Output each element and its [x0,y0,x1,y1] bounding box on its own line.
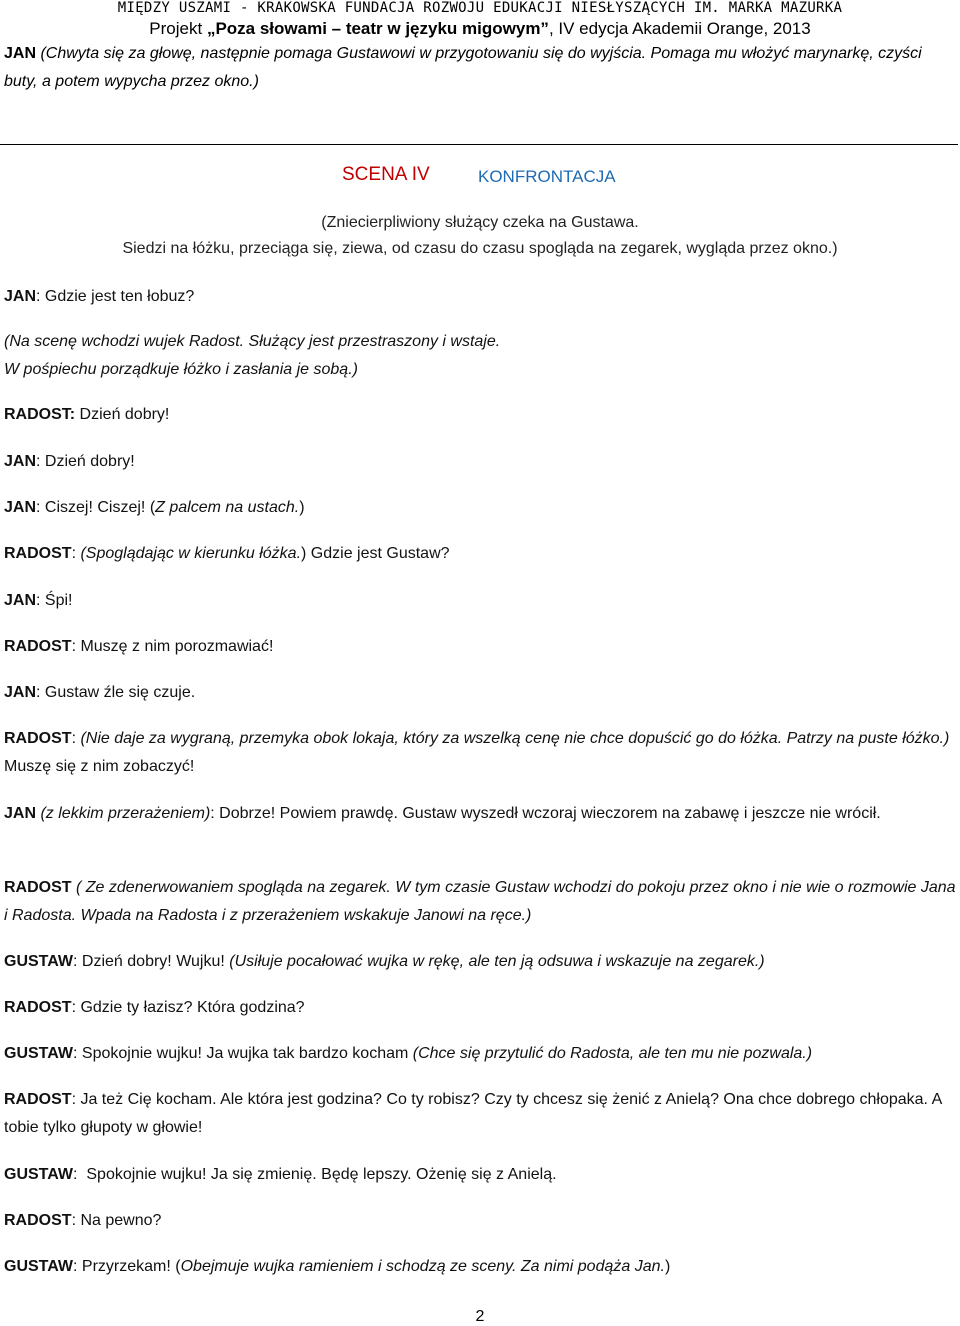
line-text: : [71,545,81,562]
line-text: : Gdzie jest ten łobuz? [36,288,195,305]
scene-label: SCENA IV [342,164,430,185]
scene-title: KONFRONTACJA [478,167,616,186]
speaker-label: JAN [4,805,37,822]
header-organization: MIĘDZY USZAMI - KRAKOWSKA FUNDACJA ROZWOJU EDUKACJI NIESŁYSZĄCYCH IM. MARKA MAZURKA [117,0,843,16]
line-text: ) [664,1258,671,1275]
header-project [0,18,960,40]
stage-direction [4,328,956,384]
line-text: W pośpiechu porządkuje łóżko i zasłania je sobą.) [4,361,358,378]
speaker-label: JAN [4,288,37,305]
speaker-label: GUSTAW [4,1166,74,1183]
speaker-label: JAN [4,45,37,62]
dialogue-line [4,540,956,568]
scene-stage-direction-2: Siedzi na łóżku, przeciąga się, ziewa, od czasu do czasu spogląda na zegarek, wygląda przez okno.) [122,240,838,257]
line-text: : Ja też Cię kocham. Ale która jest godzina? Co ty robisz? Czy ty chcesz się żenić z Anielą? Ona chce dobrego chłopaka. A tobie tylko głupoty w głowie! [4,1091,942,1136]
dialogue-line [4,679,956,707]
line-text: Muszę się z nim zobaczyć! [4,758,195,775]
stage-direction: (Chwyta się za głowę, następnie pomaga Gustawowi w przygotowaniu się do wyjścia. Pomaga mu włożyć marynarkę, czyści buty, a potem wypycha przez okno.) [4,45,922,90]
stage-direction: Z palcem na ustach. [155,499,300,516]
stage-direction: ( Ze zdenerwowaniem spogląda na zegarek. W tym czasie Gustaw wchodzi do pokoju przez okno i nie wie o rozmowie Jana i Radosta. Wpada na Radosta i z przerażeniem wskakuje Janowi na ręce.) [4,879,956,924]
dialogue-line [4,448,956,476]
line-text: Dzień dobry! [75,406,170,423]
stage-direction: Obejmuje wujka ramieniem i schodzą ze sceny. Za nimi podąża Jan. [180,1258,665,1275]
speaker-label: JAN [4,499,37,516]
speaker-label: GUSTAW [4,1045,74,1062]
line-text: : Dobrze! Powiem prawdę. Gustaw wyszedł wczoraj wieczorem na zabawę i jeszcze nie wrócił. [210,805,881,822]
project-suffix: , IV edycja Akademii Orange, 2013 [548,19,811,38]
speaker-label: RADOST [4,879,72,896]
project-title: „Poza słowami – teatr w języku migowym” [206,19,549,38]
dialogue-line [4,1161,956,1189]
line-text: : [71,730,81,747]
line-text: ) [299,499,305,516]
dialogue-line [4,494,956,522]
line-text: ) Gdzie jest Gustaw? [301,545,450,562]
project-prefix: Projekt [149,19,207,38]
speaker-label: RADOST [4,545,72,562]
speaker-label: JAN [4,592,37,609]
stage-direction: (Nie daje za wygraną, przemyka obok lokaja, który za wszelką cenę nie chce dopuścić go do łóżka. Patrzy na puste łóżko.) [80,730,950,747]
stage-direction: (Spoglądając w kierunku łóżka. [80,545,302,562]
dialogue-line [4,1253,956,1281]
dialogue-line [4,948,956,976]
line-text: : Na pewno? [71,1212,162,1229]
dialogue-line [4,725,956,781]
line-text: (Na scenę wchodzi wujek Radost. Służący jest przestraszony i wstaje. [4,333,501,350]
speaker-label: GUSTAW [4,1258,74,1275]
stage-direction: (Usiłuje pocałować wujka w rękę, ale ten ją odsuwa i wskazuje na zegarek.) [229,953,765,970]
speaker-label: RADOST [4,1091,72,1108]
dialogue-line [4,401,956,429]
line-text: : Ciszej! Ciszej! ( [36,499,156,516]
dialogue-line [4,283,956,311]
dialogue-line [4,874,956,930]
line-text: : Gustaw źle się czuje. [36,684,196,701]
speaker-label: RADOST [4,999,72,1016]
speaker-label: RADOST [4,1212,72,1229]
speaker-label: RADOST: [4,406,76,423]
page-number: 2 [475,1308,485,1325]
speaker-label: GUSTAW [4,953,74,970]
stage-direction: (z lekkim przerażeniem) [36,805,211,822]
intro-paragraph [4,40,956,96]
line-text: : Śpi! [36,592,73,609]
line-text: : Przyrzekam! ( [73,1258,181,1275]
line-text: : Spokojnie wujku! Ja wujka tak bardzo kocham [73,1045,413,1062]
line-text: : Dzień dobry! Wujku! [73,953,230,970]
scene-stage-direction-1: (Zniecierpliwiony służący czeka na Gustawa. [321,214,639,231]
line-text: : Spokojnie wujku! Ja się zmienię. Będę lepszy. Ożenię się z Anielą. [73,1166,557,1183]
line-text: : Dzień dobry! [36,453,135,470]
dialogue-line [4,800,956,828]
dialogue-line [4,994,956,1022]
speaker-label: RADOST [4,638,72,655]
stage-direction: (Chce się przytulić do Radosta, ale ten mu nie pozwala.) [412,1045,813,1062]
line-text: : Gdzie ty łazisz? Która godzina? [71,999,305,1016]
speaker-label: RADOST [4,730,72,747]
dialogue-line [4,1207,956,1235]
line-text: : Muszę z nim porozmawiać! [71,638,274,655]
dialogue-line [4,587,956,615]
section-divider [0,144,958,145]
dialogue-line [4,1086,956,1142]
speaker-label: JAN [4,684,37,701]
dialogue-line [4,1040,956,1068]
dialogue-line [4,633,956,661]
speaker-label: JAN [4,453,37,470]
